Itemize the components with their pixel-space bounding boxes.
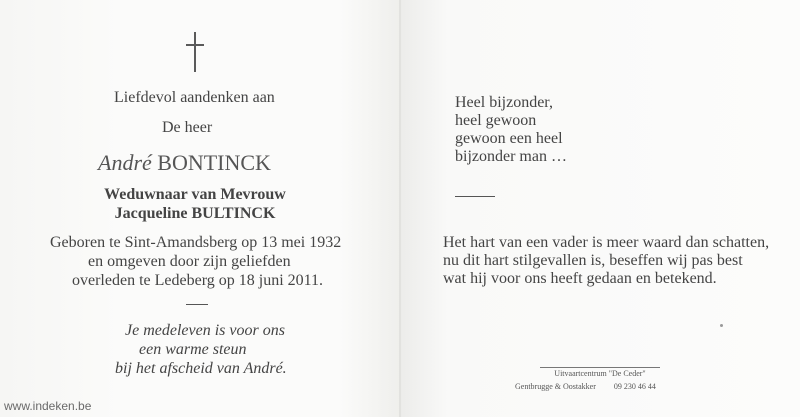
card-fold <box>399 0 401 417</box>
widower-line-1: Weduwnaar van Mevrouw <box>104 186 286 203</box>
died-text: overleden te Ledeberg op 18 juni 2011. <box>72 272 324 289</box>
left-divider <box>186 304 208 305</box>
thanks-line-2: een warme steun <box>139 341 247 358</box>
surrounded-text: en omgeven door zijn geliefden <box>88 253 291 270</box>
funeral-home-locations: Gentbrugge & Oostakker <box>515 382 596 391</box>
poem-line-4: bijzonder man … <box>455 148 567 165</box>
first-name: André <box>98 150 152 175</box>
intro-text: Liefdevol aandenken aan <box>114 89 275 106</box>
poem-line-2: heel gewoon <box>455 112 537 129</box>
quote-line-2: nu dit hart stilgevallen is, beseffen wij pas best <box>443 252 743 269</box>
thanks-line-3: bij het afscheid van André. <box>115 360 287 377</box>
paper-speck <box>720 324 723 327</box>
quote-line-1: Het hart van een vader is meer waard dan schatten, <box>443 234 770 251</box>
funeral-home-rule <box>540 367 660 368</box>
cross-icon <box>184 32 206 72</box>
title-text: De heer <box>162 119 213 136</box>
funeral-home-phone: 09 230 46 44 <box>613 382 656 391</box>
deceased-name <box>98 150 271 176</box>
poem-line-3: gewoon een heel <box>455 130 563 147</box>
quote-line-3: wat hij voor ons heeft gedaan en betekend. <box>443 270 717 287</box>
born-text: Geboren te Sint-Amandsberg op 13 mei 1932 <box>50 234 342 251</box>
funeral-home-name: Uitvaartcentrum "De Ceder" <box>554 369 646 378</box>
right-divider <box>455 196 495 197</box>
thanks-line-1: Je medeleven is voor ons <box>125 322 285 339</box>
right-page <box>400 0 800 417</box>
last-name: BONTINCK <box>157 150 271 175</box>
funeral-home-address <box>515 382 656 391</box>
widower-line-2: Jacqueline BULTINCK <box>114 205 276 222</box>
watermark-text: www.indeken.be <box>4 399 92 413</box>
poem-line-1: Heel bijzonder, <box>455 94 553 111</box>
